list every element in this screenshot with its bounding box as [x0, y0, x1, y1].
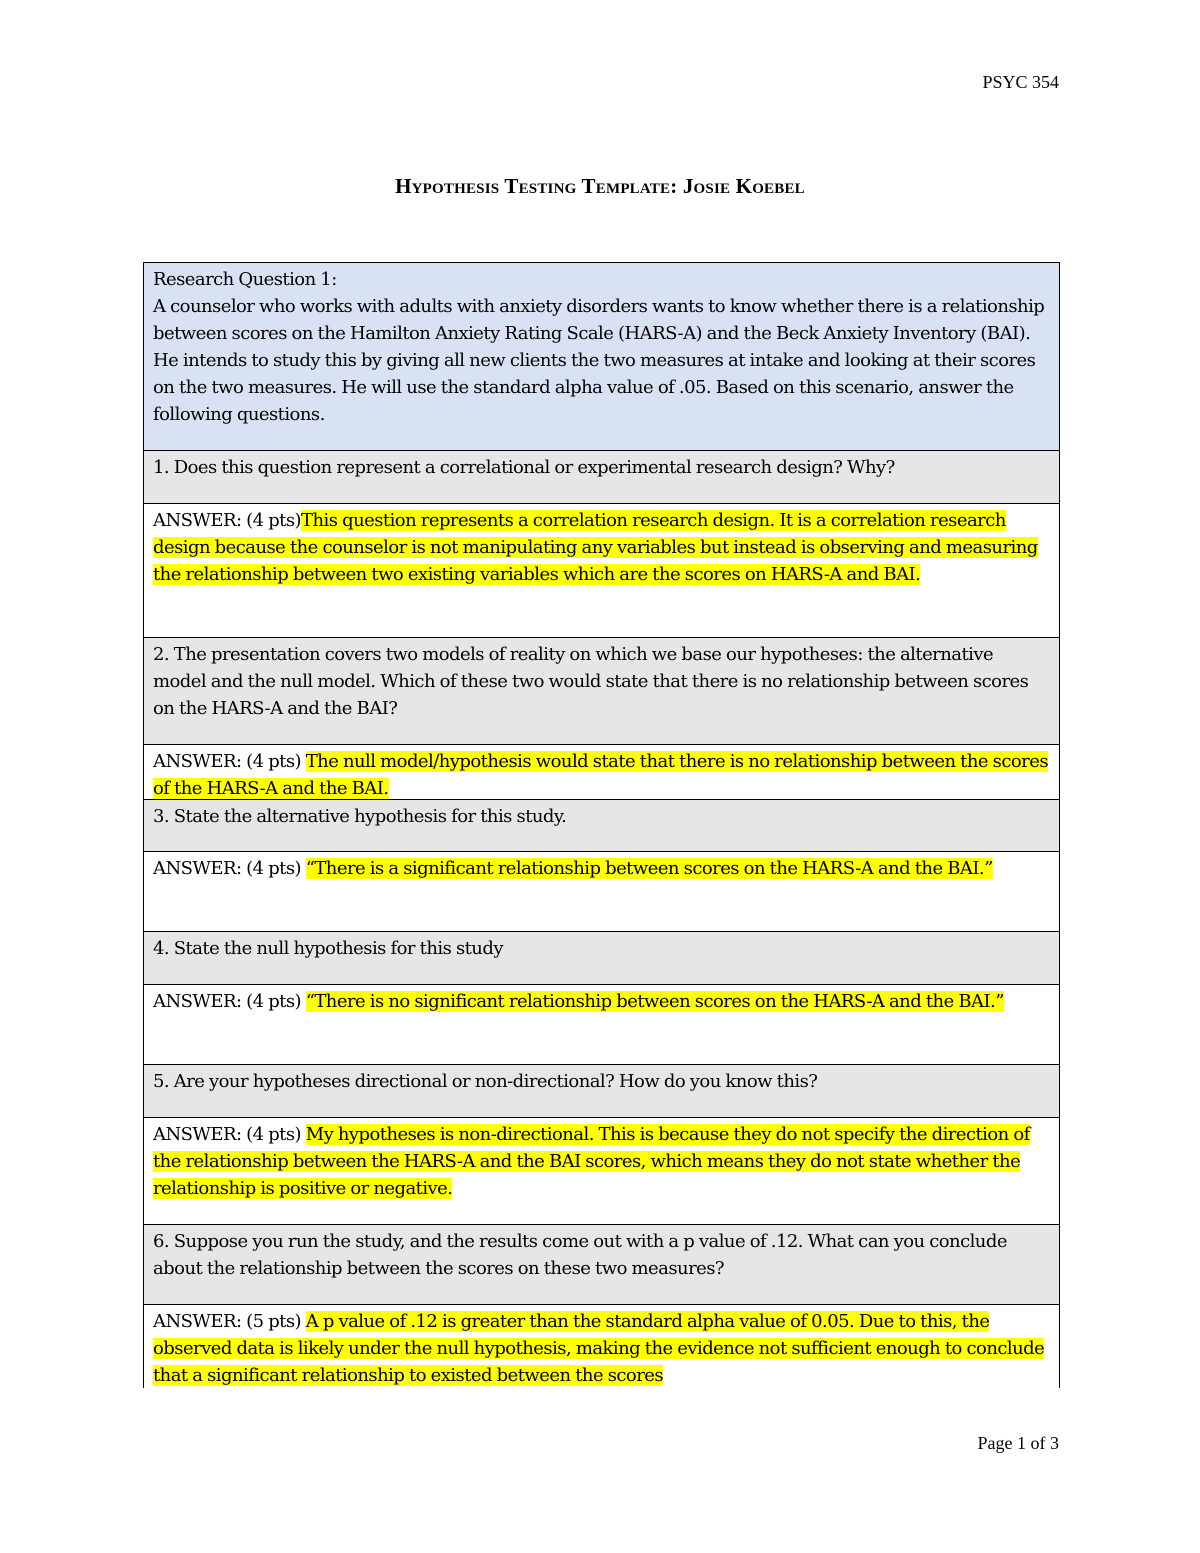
answer-text: “There is no significant relationship between scores on the HARS-A and the BAI.” — [305, 991, 1004, 1012]
course-code: PSYC 354 — [982, 72, 1059, 92]
answer-text: This question represents a correlation research design. It is a correlation research design because the counselor is not manipulating any variables but instead is observing and measuring the relationship between two existing variables which are the scores on HARS-A and BAI. — [153, 510, 1038, 585]
answer-label: ANSWER: (4 pts) — [153, 1124, 306, 1145]
research-question-cell — [144, 263, 1059, 451]
answer-text: My hypotheses is non-directional. This is because they do not specify the direction of the relationship between the HARS-A and the BAI scores, which means they do not state whether the relationship is positive or negative. — [153, 1124, 1030, 1199]
research-question-text: A counselor who works with adults with anxiety disorders wants to know whether there is a relationship between scores on the Hamilton Anxiety Rating Scale (HARS-A) and the Beck Anxiety Inventory (BAI). He intends to study this by giving all new clients the two measures at intake and looking at their scores on the two measures. He will use the standard alpha value of .05. Based on this scenario, answer the following questions. — [153, 296, 1045, 425]
question-2 — [144, 638, 1059, 745]
answer-1 — [144, 504, 1059, 638]
question-3 — [144, 800, 1059, 852]
answer-label: ANSWER: (5 pts) — [153, 1311, 306, 1332]
answer-label: ANSWER: (4 pts) — [153, 858, 306, 879]
answer-label: ANSWER: (4 pts) — [153, 991, 306, 1012]
answer-6 — [144, 1305, 1059, 1388]
question-text: 6. Suppose you run the study, and the results come out with a p value of .12. What can you conclude about the relationship between the scores on these two measures? — [153, 1231, 1007, 1279]
document-title: Hypothesis Testing Template: Josie Koebel — [395, 174, 805, 198]
answer-label: ANSWER: (4 pts) — [153, 510, 302, 531]
answer-text: “There is a significant relationship between scores on the HARS-A and the BAI.” — [305, 858, 993, 879]
answer-text: A p value of .12 is greater than the standard alpha value of 0.05. Due to this, the observed data is likely under the null hypothesis, making the evidence not sufficient enough to conclude that a significant relationship to existed between the scores — [153, 1311, 1045, 1386]
question-text: 2. The presentation covers two models of reality on which we base our hypotheses: the alternative model and the null model. Which of these two would state that there is no relationship between scores on the HARS-A and the BAI? — [153, 644, 1029, 719]
question-4 — [144, 932, 1059, 985]
research-question-label: Research Question 1: — [153, 269, 337, 290]
qa-table — [143, 262, 1060, 1388]
answer-4 — [144, 985, 1059, 1065]
answer-5 — [144, 1118, 1059, 1225]
question-text: 1. Does this question represent a correlational or experimental research design? Why? — [153, 457, 895, 478]
answer-3 — [144, 852, 1059, 932]
question-text: 3. State the alternative hypothesis for this study. — [153, 806, 567, 827]
question-text: 5. Are your hypotheses directional or non-directional? How do you know this? — [153, 1071, 818, 1092]
page-number: Page 1 of 3 — [977, 1433, 1059, 1453]
answer-text: The null model/hypothesis would state that there is no relationship between the scores of the HARS-A and the BAI. — [153, 751, 1049, 799]
question-5 — [144, 1065, 1059, 1118]
question-1 — [144, 451, 1059, 504]
answer-label: ANSWER: (4 pts) — [153, 751, 306, 772]
question-6 — [144, 1225, 1059, 1305]
question-text: 4. State the null hypothesis for this study — [153, 938, 503, 959]
answer-2 — [144, 745, 1059, 800]
